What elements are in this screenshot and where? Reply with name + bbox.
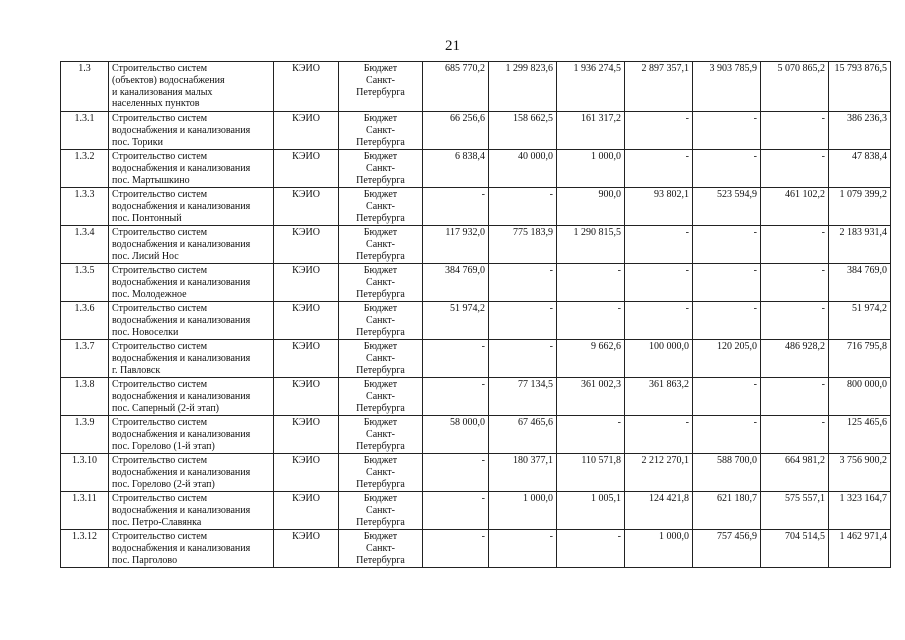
executor-cell: КЭИО [274,226,339,264]
total-value-cell: 800 000,0 [829,378,891,416]
funding-source-line: Санкт- [366,352,395,364]
year-value-cell: 2 897 357,1 [625,62,693,112]
funding-source-cell [339,454,423,492]
funding-source-line: Санкт- [366,428,395,440]
funding-source-line: Петербурга [356,288,405,300]
item-name-line: Строительство систем [112,379,208,390]
item-name-cell [109,62,274,112]
year-value-cell: 757 456,9 [693,530,761,568]
funding-source-cell [339,188,423,226]
executor-cell: КЭИО [274,530,339,568]
executor-cell: КЭИО [274,62,339,112]
year-value-cell: - [489,340,557,378]
funding-source-line: Санкт- [366,314,395,326]
item-name-line: пос. Мартышкино [112,174,190,186]
year-value-cell: 124 421,8 [625,492,693,530]
year-value-cell: 110 571,8 [557,454,625,492]
funding-source-line: Бюджет [363,151,398,162]
item-name-cell [109,454,274,492]
year-value-cell: - [423,492,489,530]
year-value-cell: - [557,302,625,340]
year-value-cell: 361 863,2 [625,378,693,416]
year-value-cell: 40 000,0 [489,150,557,188]
year-value-cell: - [557,416,625,454]
year-value-cell: - [423,378,489,416]
funding-source-line: Санкт- [366,504,395,516]
funding-source-line: Санкт- [366,390,395,402]
year-value-cell: 664 981,2 [761,454,829,492]
year-value-cell: 704 514,5 [761,530,829,568]
item-name-line: пос. Лисий Нос [112,250,179,262]
item-name-line: водоснабжения и канализования [112,314,251,326]
total-value-cell: 1 079 399,2 [829,188,891,226]
funding-source-line: Петербурга [356,554,405,566]
year-value-cell: 180 377,1 [489,454,557,492]
year-value-cell: 1 290 815,5 [557,226,625,264]
executor-cell: КЭИО [274,454,339,492]
funding-source-line: Бюджет [363,63,398,74]
year-value-cell: 775 183,9 [489,226,557,264]
year-value-cell: 900,0 [557,188,625,226]
funding-source-cell [339,264,423,302]
total-value-cell: 386 236,3 [829,112,891,150]
year-value-cell: - [625,302,693,340]
funding-source-line: Бюджет [363,341,398,352]
year-value-cell: 1 005,1 [557,492,625,530]
total-value-cell: 1 462 971,4 [829,530,891,568]
item-name-line: пос. Новоселки [112,326,179,338]
executor-cell: КЭИО [274,264,339,302]
year-value-cell: - [489,530,557,568]
funding-source-line: Бюджет [363,455,398,466]
year-value-cell: 588 700,0 [693,454,761,492]
executor-cell: КЭИО [274,188,339,226]
year-value-cell: 58 000,0 [423,416,489,454]
executor-cell: КЭИО [274,112,339,150]
year-value-cell: - [761,226,829,264]
table-row [61,302,891,340]
year-value-cell: - [693,416,761,454]
item-name-line: водоснабжения и канализования [112,466,251,478]
item-name-line: Строительство систем [112,417,208,428]
item-name-line: Строительство систем [112,265,208,276]
year-value-cell: 161 317,2 [557,112,625,150]
year-value-cell: - [557,530,625,568]
item-name-line: Строительство систем [112,303,208,314]
item-name-line: пос. Молодежное [112,288,187,300]
funding-source-line: Бюджет [363,227,398,238]
year-value-cell: - [489,302,557,340]
year-value-cell: - [625,226,693,264]
funding-source-line: Петербурга [356,364,405,376]
item-name-line: пос. Саперный (2-й этап) [112,402,220,414]
year-value-cell: - [489,264,557,302]
page-number: 21 [445,38,460,54]
item-name-line: Строительство систем [112,455,208,466]
item-name-line: Строительство систем [112,113,208,124]
year-value-cell: - [761,150,829,188]
year-value-cell: - [423,530,489,568]
funding-source-line: Санкт- [366,162,395,174]
item-name-line: Строительство систем [112,341,208,352]
item-number-cell: 1.3.11 [61,492,109,530]
year-value-cell: - [761,112,829,150]
item-name-line: Строительство систем [112,227,208,238]
funding-source-cell [339,378,423,416]
year-value-cell: 685 770,2 [423,62,489,112]
funding-source-line: Бюджет [363,189,398,200]
item-name-cell [109,302,274,340]
item-name-cell [109,340,274,378]
year-value-cell: - [557,264,625,302]
item-name-line: водоснабжения и канализования [112,428,251,440]
item-name-cell [109,226,274,264]
year-value-cell: 1 000,0 [625,530,693,568]
year-value-cell: - [693,112,761,150]
funding-source-cell [339,226,423,264]
funding-source-line: Бюджет [363,379,398,390]
funding-source-line: Бюджет [363,531,398,542]
year-value-cell: 1 936 274,5 [557,62,625,112]
total-value-cell: 51 974,2 [829,302,891,340]
item-name-line: Строительство систем [112,531,208,542]
item-name-line: водоснабжения и канализования [112,352,251,364]
year-value-cell: 5 070 865,2 [761,62,829,112]
table-body [61,62,891,568]
year-value-cell: 120 205,0 [693,340,761,378]
funding-source-cell [339,416,423,454]
item-name-line: населенных пунктов [112,98,200,110]
item-name-line: Строительство систем [112,189,208,200]
item-name-cell [109,378,274,416]
item-name-cell [109,492,274,530]
total-value-cell: 716 795,8 [829,340,891,378]
executor-cell: КЭИО [274,378,339,416]
year-value-cell: - [761,416,829,454]
item-name-line: пос. Петро-Славянка [112,516,202,528]
year-value-cell: 67 465,6 [489,416,557,454]
year-value-cell: 6 838,4 [423,150,489,188]
table-row [61,416,891,454]
funding-source-line: Санкт- [366,542,395,554]
funding-source-line: Петербурга [356,478,405,490]
total-value-cell: 125 465,6 [829,416,891,454]
table-row [61,530,891,568]
year-value-cell: - [693,226,761,264]
total-value-cell: 384 769,0 [829,264,891,302]
year-value-cell: 51 974,2 [423,302,489,340]
year-value-cell: - [423,340,489,378]
item-name-line: Строительство систем [112,63,208,74]
item-number-cell: 1.3.5 [61,264,109,302]
funding-source-cell [339,302,423,340]
year-value-cell: - [625,264,693,302]
funding-source-line: Санкт- [366,124,395,136]
year-value-cell: - [761,378,829,416]
year-value-cell: - [489,188,557,226]
funding-source-line: Петербурга [356,440,405,452]
table-row [61,112,891,150]
funding-source-line: Бюджет [363,493,398,504]
year-value-cell: 93 802,1 [625,188,693,226]
item-name-cell [109,188,274,226]
table-row [61,492,891,530]
funding-source-line: Бюджет [363,417,398,428]
funding-source-line: Петербурга [356,212,405,224]
item-name-line: пос. Торики [112,136,163,148]
item-number-cell: 1.3.8 [61,378,109,416]
funding-source-line: Петербурга [356,250,405,262]
item-name-line: (объектов) водоснабжения [112,74,225,86]
funding-source-line: Санкт- [366,466,395,478]
funding-source-line: Петербурга [356,402,405,414]
item-name-line: Строительство систем [112,151,208,162]
item-number-cell: 1.3.10 [61,454,109,492]
executor-cell: КЭИО [274,416,339,454]
year-value-cell: 117 932,0 [423,226,489,264]
funding-source-cell [339,530,423,568]
funding-source-line: Санкт- [366,238,395,250]
item-name-line: водоснабжения и канализования [112,504,251,516]
item-name-cell [109,150,274,188]
funding-source-cell [339,150,423,188]
table-row [61,454,891,492]
funding-source-line: Санкт- [366,200,395,212]
funding-source-cell [339,340,423,378]
item-name-line: и канализования малых [112,86,213,98]
year-value-cell: 1 000,0 [489,492,557,530]
item-number-cell: 1.3.2 [61,150,109,188]
table-row [61,150,891,188]
item-name-line: водоснабжения и канализования [112,542,251,554]
total-value-cell: 15 793 876,5 [829,62,891,112]
item-number-cell: 1.3.6 [61,302,109,340]
table-row [61,378,891,416]
funding-source-line: Бюджет [363,303,398,314]
year-value-cell: 2 212 270,1 [625,454,693,492]
item-name-cell [109,264,274,302]
item-name-line: водоснабжения и канализования [112,124,251,136]
budget-table [60,61,891,568]
funding-source-line: Бюджет [363,113,398,124]
item-name-line: Строительство систем [112,493,208,504]
year-value-cell: - [693,378,761,416]
year-value-cell: - [693,150,761,188]
year-value-cell: - [423,188,489,226]
year-value-cell: 3 903 785,9 [693,62,761,112]
funding-source-line: Санкт- [366,74,395,86]
item-name-line: водоснабжения и канализования [112,238,251,250]
total-value-cell: 3 756 900,2 [829,454,891,492]
item-name-line: пос. Горелово (1-й этап) [112,440,215,452]
funding-source-cell [339,62,423,112]
year-value-cell: 384 769,0 [423,264,489,302]
item-name-line: пос. Понтонный [112,212,182,224]
year-value-cell: 361 002,3 [557,378,625,416]
funding-source-line: Санкт- [366,276,395,288]
year-value-cell: - [423,454,489,492]
item-name-cell [109,530,274,568]
item-name-cell [109,112,274,150]
executor-cell: КЭИО [274,150,339,188]
funding-source-cell [339,492,423,530]
item-number-cell: 1.3.7 [61,340,109,378]
year-value-cell: 486 928,2 [761,340,829,378]
table-row [61,226,891,264]
year-value-cell: - [693,302,761,340]
executor-cell: КЭИО [274,340,339,378]
year-value-cell: 1 299 823,6 [489,62,557,112]
funding-source-line: Петербурга [356,174,405,186]
total-value-cell: 2 183 931,4 [829,226,891,264]
item-name-line: водоснабжения и канализования [112,162,251,174]
year-value-cell: 9 662,6 [557,340,625,378]
year-value-cell: - [693,264,761,302]
item-name-line: г. Павловск [112,364,161,376]
year-value-cell: 66 256,6 [423,112,489,150]
total-value-cell: 1 323 164,7 [829,492,891,530]
funding-source-line: Петербурга [356,136,405,148]
table-row [61,340,891,378]
funding-source-line: Бюджет [363,265,398,276]
year-value-cell: 77 134,5 [489,378,557,416]
year-value-cell: - [761,302,829,340]
table-row [61,188,891,226]
item-number-cell: 1.3.4 [61,226,109,264]
item-number-cell: 1.3 [61,62,109,112]
year-value-cell: 621 180,7 [693,492,761,530]
item-name-line: водоснабжения и канализования [112,276,251,288]
item-number-cell: 1.3.9 [61,416,109,454]
funding-source-line: Петербурга [356,326,405,338]
funding-source-cell [339,112,423,150]
year-value-cell: - [761,264,829,302]
executor-cell: КЭИО [274,492,339,530]
item-name-line: пос. Парголово [112,554,178,566]
year-value-cell: - [625,112,693,150]
year-value-cell: 100 000,0 [625,340,693,378]
table-row [61,264,891,302]
item-number-cell: 1.3.3 [61,188,109,226]
item-name-line: водоснабжения и канализования [112,200,251,212]
executor-cell: КЭИО [274,302,339,340]
total-value-cell: 47 838,4 [829,150,891,188]
year-value-cell: 461 102,2 [761,188,829,226]
item-number-cell: 1.3.1 [61,112,109,150]
item-name-cell [109,416,274,454]
year-value-cell: 575 557,1 [761,492,829,530]
item-name-line: пос. Горелово (2-й этап) [112,478,215,490]
item-number-cell: 1.3.12 [61,530,109,568]
funding-source-line: Петербурга [356,86,405,98]
year-value-cell: - [625,150,693,188]
year-value-cell: - [625,416,693,454]
funding-source-line: Петербурга [356,516,405,528]
item-name-line: водоснабжения и канализования [112,390,251,402]
table-row [61,62,891,112]
year-value-cell: 158 662,5 [489,112,557,150]
year-value-cell: 523 594,9 [693,188,761,226]
year-value-cell: 1 000,0 [557,150,625,188]
